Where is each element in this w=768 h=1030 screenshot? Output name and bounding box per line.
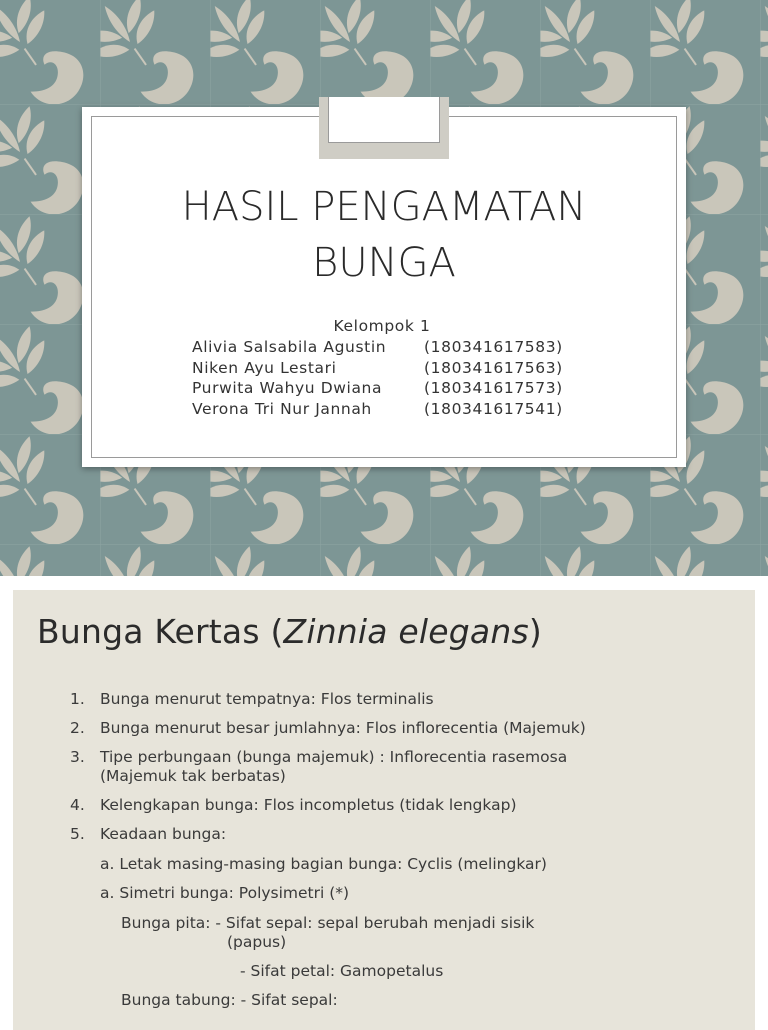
list-text: - Sifat petal: Gamopetalus — [240, 962, 444, 980]
sub-sub-item — [240, 962, 443, 981]
member-nim: (180341617563) — [424, 358, 563, 377]
member-name: Purwita Wahyu Dwiana — [192, 379, 383, 397]
list-item — [70, 796, 517, 815]
list-number: 2. — [70, 719, 85, 737]
sub-sub-item — [121, 991, 338, 1010]
list-text: Tipe perbungaan (bunga majemuk) : Inflorecentia rasemosa — [100, 748, 568, 766]
list-number: 5. — [70, 825, 85, 843]
member-row — [192, 337, 572, 358]
member-name: Alivia Salsabila Agustin — [192, 338, 387, 356]
title-close: ) — [528, 612, 542, 651]
list-item — [70, 748, 568, 767]
member-name: Verona Tri Nur Jannah — [192, 399, 372, 418]
slide-title — [82, 179, 686, 291]
group-label: Kelompok 1 — [333, 317, 431, 335]
list-text: (papus) — [227, 933, 287, 951]
list-text: Bunga tabung: - Sifat sepal: — [121, 991, 338, 1009]
list-number: 3. — [70, 748, 85, 766]
list-number: 4. — [70, 796, 85, 814]
list-text: a. Letak masing-masing bagian bunga: Cyclis (melingkar) — [100, 855, 547, 873]
list-text: a. Simetri bunga: Polysimetri (*) — [100, 884, 350, 902]
slide-title-line2: BUNGA — [312, 240, 456, 286]
title-plain: Bunga Kertas ( — [37, 612, 284, 651]
list-text: Kelengkapan bunga: Flos incompletus (tidak lengkap) — [100, 796, 517, 814]
content-slide — [0, 576, 768, 1024]
member-name: Niken Ayu Lestari — [192, 358, 337, 377]
list-item-continuation — [100, 767, 286, 786]
list-text: Bunga menurut tempatnya: Flos terminalis — [100, 690, 434, 708]
sub-sub-item-continuation — [227, 933, 286, 952]
list-text: (Majemuk tak berbatas) — [100, 767, 286, 785]
content-slide-title — [37, 612, 542, 651]
list-text: Bunga menurut besar jumlahnya: Flos inflorecentia (Majemuk) — [100, 719, 586, 737]
group-members — [192, 315, 572, 419]
card-tab-decoration — [319, 97, 449, 159]
title-scientific-name: Zinnia elegans — [283, 612, 529, 651]
list-item — [70, 690, 434, 709]
member-row — [192, 358, 572, 379]
list-text: Bunga pita: - Sifat sepal: sepal berubah menjadi sisik — [121, 914, 535, 932]
list-text: Keadaan bunga: — [100, 825, 227, 843]
sub-sub-item — [121, 914, 534, 933]
sub-item — [100, 855, 547, 874]
title-card — [82, 107, 686, 467]
member-nim: (180341617583) — [424, 338, 563, 356]
list-item — [70, 719, 586, 738]
member-nim: (180341617541) — [424, 399, 563, 418]
slide-title-line1: HASIL PENGAMATAN — [181, 184, 587, 230]
list-item — [70, 825, 227, 844]
sub-item — [100, 884, 349, 903]
list-number: 1. — [70, 690, 85, 708]
member-nim: (180341617573) — [424, 379, 563, 397]
card-tab-inner — [328, 97, 440, 143]
member-row — [192, 378, 572, 399]
member-row — [192, 399, 572, 420]
